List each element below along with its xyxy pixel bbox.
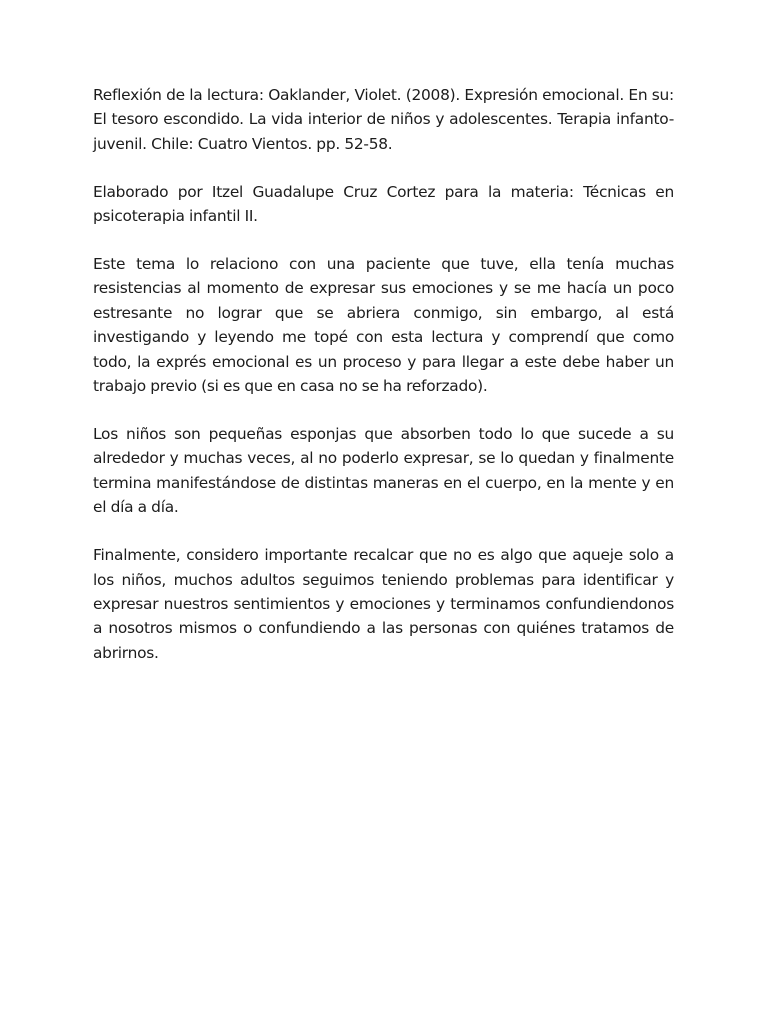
author-paragraph: Elaborado por Itzel Guadalupe Cruz Cortez para la materia: Técnicas en psicoterapia infantil II. (93, 182, 674, 226)
body-paragraph-children: Los niños son pequeñas esponjas que absorben todo lo que sucede a su alrededor y muchas veces, al no poderlo expresar, se lo quedan y finalmente termina manifestándose de distintas maneras en el cuerpo, en la mente y en el día a día. (93, 424, 674, 517)
body-paragraph-patient: Este tema lo relaciono con una paciente que tuve, ella tenía muchas resistencias al momento de expresar sus emociones y se me hacía un poco estresante no lograr que se abriera conmigo, sin embargo, al está investigando y leyendo me topé con esta lectura y comprendí que como todo, la exprés emocional es un proceso y para llegar a este debe haber un trabajo previo (si es que en casa no se ha reforzado). (93, 255, 674, 396)
body-paragraph-conclusion: Finalmente, considero importante recalcar que no es algo que aqueje solo a los niños, muchos adultos seguimos teniendo problemas para identificar y expresar nuestros sentimientos y emociones y terminamos confundiendonos a nosotros mismos o confundiendo a las personas con quiénes tratamos de abrirnos. (93, 546, 674, 662)
citation-paragraph: Reflexión de la lectura: Oaklander, Violet. (2008). Expresión emocional. En su: El tesoro escondido. La vida interior de niños y adolescentes. Terapia infanto-juvenil. Chile: Cuatro Vientos. pp. 52-58. (93, 86, 674, 153)
